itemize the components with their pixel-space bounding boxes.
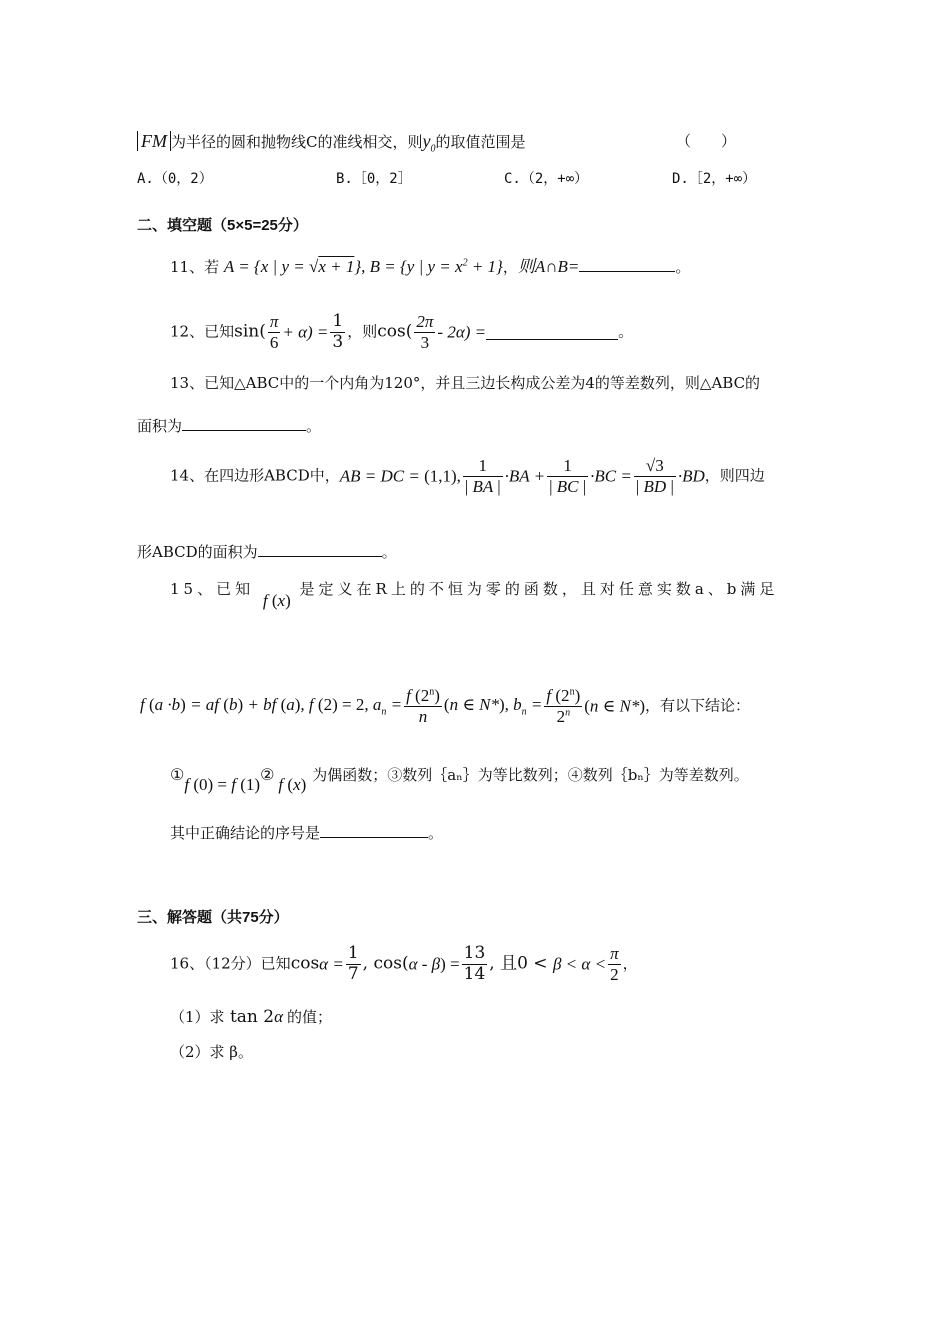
option-c: C.（2，+∞） (504, 171, 589, 187)
q13-line2: 面积为 。 (137, 417, 322, 435)
section3-title: 三、解答题（共75分） (137, 909, 289, 926)
option-d: D.［2，+∞） (672, 171, 757, 187)
q11: 11、若 A = {x | y = √x + 1}, B = {y | $y = x^2 + 1$}，则A∩B= 。 (170, 257, 691, 276)
q11-then: 则A∩B= (517, 257, 580, 276)
q13-line1: 13、已知△ABC中的一个内角为120°，并且三边长构成公差为4的等差数列，则△ABC的 (170, 374, 761, 392)
q15-condition: f (a ·b) = af (b) + bf (a), f (2) = 2, $a_n$ = $\frac{f (2^n)}{n}$ (n ∈ N*), $b_n$ = $\frac{f (2^n)}{2^n}$ (n ∈ N*)，有以下结论： (140, 686, 751, 726)
option-b: B.［0，2］ (336, 171, 412, 187)
q12-answer-blank[interactable] (486, 325, 618, 340)
q10-stem (137, 130, 526, 156)
q13-answer-blank[interactable] (182, 416, 306, 431)
q16-sub2: （2）求 β。 (170, 1043, 253, 1061)
q14-line2: 形ABCD的面积为 。 (137, 543, 397, 561)
q10-paren: （ ） (676, 132, 737, 150)
q11-answer-blank[interactable] (579, 257, 675, 272)
fm-abs: FM (137, 131, 171, 151)
q12: 12、已知sin( $\frac{\pi}{6}$ + α) = $\frac{1}{3}$ ，则cos( $\frac{2\pi}{3}$ - 2α) = 。 (170, 311, 634, 352)
option-a: A.（0，2） (137, 171, 213, 187)
q15-items: ①f (0) = f (1)②f (x) 为偶函数；③数列｛aₙ｝为等比数列；④数列｛bₙ｝为等差数列。 (170, 765, 749, 794)
q16: 16、（12分）已知cosα = $\frac{1}{7}$ , cos(α - β) = $\frac{13}{14}$ , 且0 < β < α < $\frac{\pi}{2}$ ， (170, 943, 638, 984)
q14: 14、在四边形ABCD中，AB = DC = (1,1), $\frac{1}{| BA |}$ ·BA + $\frac{1}{| BC |}$ ·BC = $\frac{√3}{| BD |}$ ·BD，则四边 (170, 456, 765, 496)
q10-text2: 的取值范围是 (435, 133, 526, 151)
section2-title: 二、填空题（5×5=25分） (137, 217, 308, 234)
q11-expr: A = {x | y = √x + 1}, B = {y | $y = x^2 + 1$} (223, 257, 503, 276)
q16-sub1: （1）求 tan 2α 的值； (170, 1007, 333, 1027)
q15-answer-blank[interactable] (320, 823, 428, 838)
q15-line1: 15、已知 f (x) 是定义在R上的不恒为零的函数，且对任意实数a、b满足 (170, 580, 779, 610)
q10-text: 为半径的圆和抛物线C的准线相交，则 (171, 133, 423, 151)
q14-answer-blank[interactable] (258, 542, 382, 557)
y0-var: $y_0$ (422, 131, 436, 155)
q15-final: 其中正确结论的序号是 。 (170, 824, 444, 842)
